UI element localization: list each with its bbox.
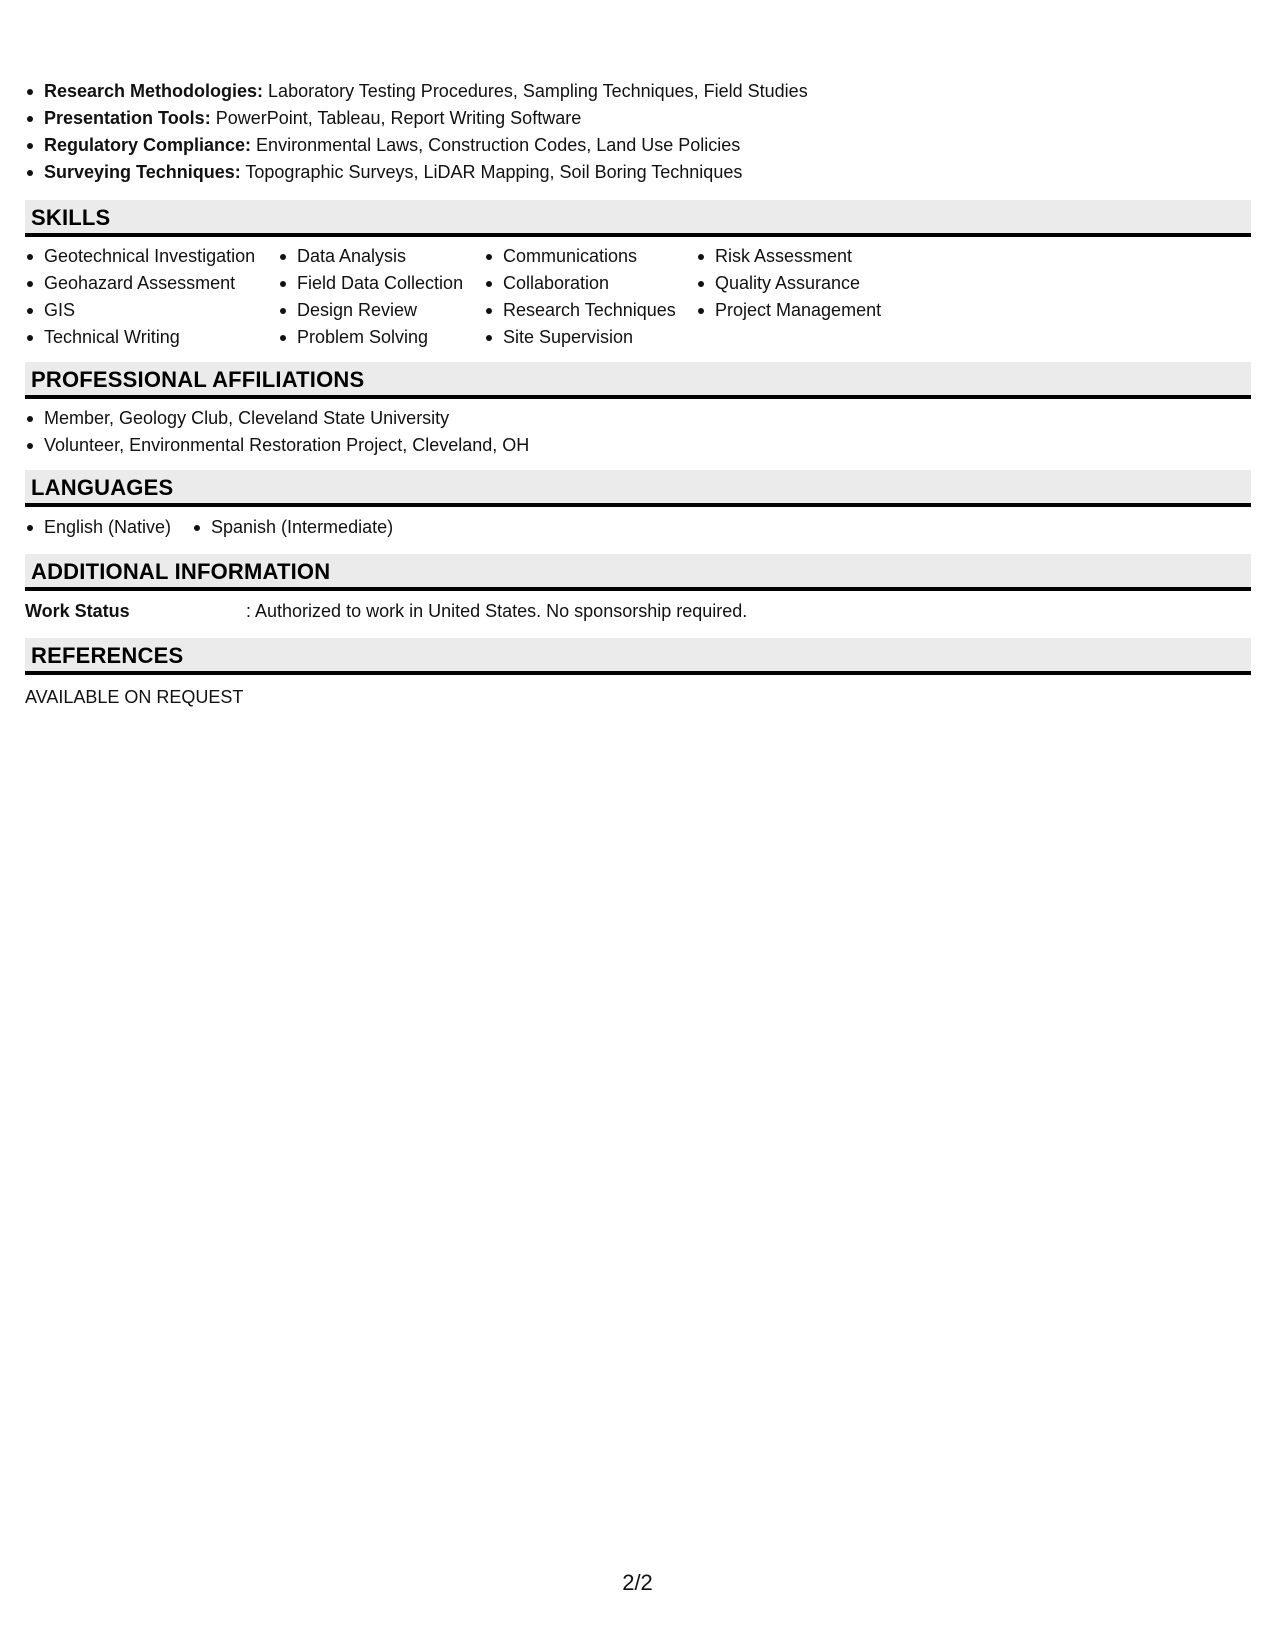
item-value: Laboratory Testing Procedures, Sampling Techniques, Field Studies (263, 81, 808, 101)
work-status-value: : Authorized to work in United States. No sponsorship required. (246, 601, 748, 621)
work-status-row (25, 598, 1251, 625)
languages-list (25, 514, 1251, 541)
item-label: Research Methodologies: (44, 81, 264, 101)
list-item (25, 159, 1251, 186)
skill-item: Quality Assurance (696, 270, 936, 297)
technical-proficiencies-list (25, 78, 1251, 186)
item-value: Topographic Surveys, LiDAR Mapping, Soil Boring Techniques (240, 162, 743, 182)
skills-column (696, 243, 936, 351)
affiliation-item: Volunteer, Environmental Restoration Project, Cleveland, OH (25, 432, 1251, 459)
skill-item: Geohazard Assessment (25, 270, 278, 297)
affiliations-list (25, 405, 1251, 459)
skill-item: Design Review (278, 297, 484, 324)
item-label: Regulatory Compliance: (44, 135, 252, 155)
work-status-label: Work Status (25, 601, 130, 621)
item-value: Environmental Laws, Construction Codes, Land Use Policies (251, 135, 741, 155)
additional-info-heading: ADDITIONAL INFORMATION (25, 554, 1251, 591)
list-item (25, 78, 1251, 105)
skill-item: Collaboration (484, 270, 696, 297)
item-label: Presentation Tools: (44, 108, 211, 128)
skill-item: GIS (25, 297, 278, 324)
skill-item: Site Supervision (484, 324, 696, 351)
item-label: Surveying Techniques: (44, 162, 241, 182)
list-item (25, 132, 1251, 159)
references-text: AVAILABLE ON REQUEST (25, 687, 244, 707)
skills-heading: SKILLS (25, 200, 1251, 237)
list-item (25, 105, 1251, 132)
skill-item: Problem Solving (278, 324, 484, 351)
affiliation-item: Member, Geology Club, Cleveland State University (25, 405, 1251, 432)
skill-item: Research Techniques (484, 297, 696, 324)
resume-page (25, 78, 1251, 711)
skill-item: Geotechnical Investigation (25, 243, 278, 270)
references-heading: REFERENCES (25, 638, 1251, 675)
skills-column (484, 243, 696, 351)
item-value: PowerPoint, Tableau, Report Writing Software (210, 108, 582, 128)
skills-columns (25, 243, 1251, 351)
language-item: English (Native) (25, 514, 192, 541)
skill-item: Communications (484, 243, 696, 270)
skills-column (278, 243, 484, 351)
skill-item: Field Data Collection (278, 270, 484, 297)
skill-item: Data Analysis (278, 243, 484, 270)
affiliations-heading: PROFESSIONAL AFFILIATIONS (25, 362, 1251, 399)
skill-item: Risk Assessment (696, 243, 936, 270)
languages-heading: LANGUAGES (25, 470, 1251, 507)
skill-item: Technical Writing (25, 324, 278, 351)
skills-column (25, 243, 278, 351)
language-item: Spanish (Intermediate) (192, 514, 393, 541)
skill-item: Project Management (696, 297, 936, 324)
page-number: 2/2 (622, 1570, 653, 1595)
